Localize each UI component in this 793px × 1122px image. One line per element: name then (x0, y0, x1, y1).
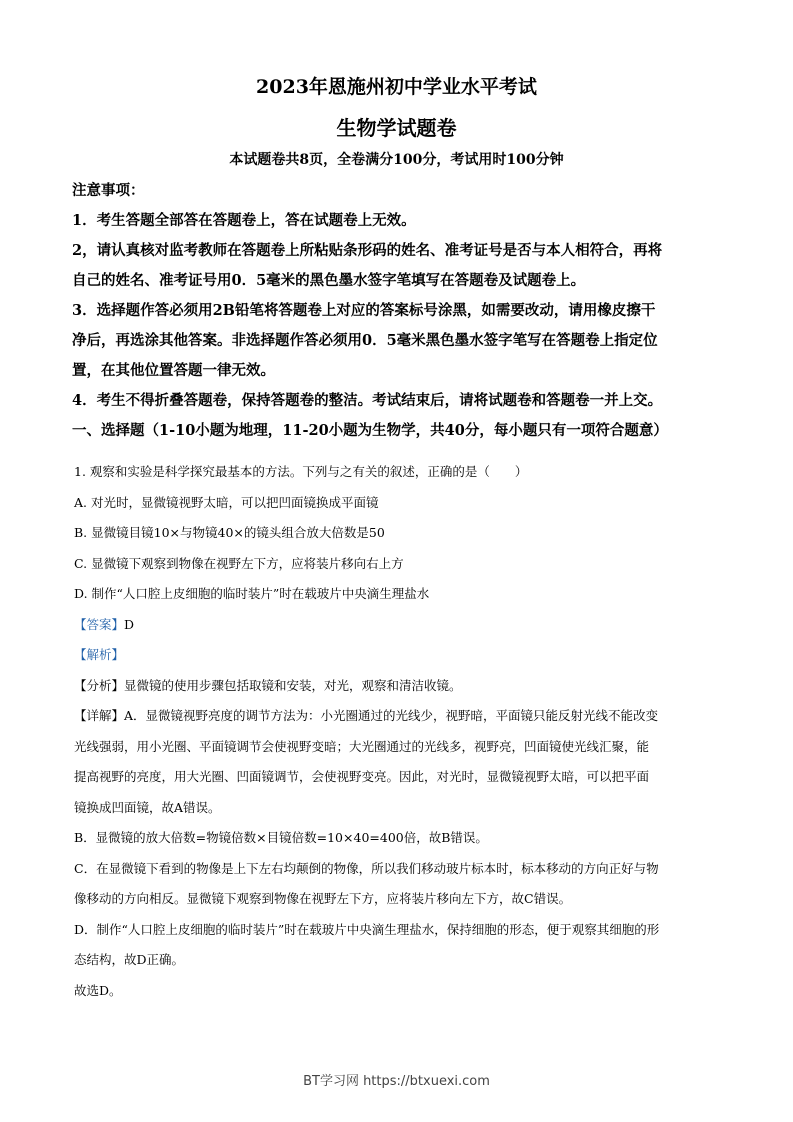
notes-heading: 注意事项： (72, 182, 145, 199)
option-c: C. 显微镜下观察到物像在视野左下方，应将装片移向右上方 (74, 555, 404, 571)
notes-section (72, 176, 732, 446)
notes-line: 1．考生答题全部答在答题卷上，答在试题卷上无效。 (72, 212, 416, 229)
detail-line (74, 701, 724, 732)
notes-line: 3．选择题作答必须用2B铅笔将答题卷上对应的答案标号涂黑，如需要改动，请用橡皮擦干 (72, 302, 656, 319)
detail-line: 态结构，故D正确。 (74, 952, 185, 967)
detail-tag: 【详解】 (74, 708, 125, 723)
answer-tag: 【答案】 (74, 616, 125, 632)
question-block (74, 457, 724, 1006)
fenxi-line (74, 671, 724, 702)
exam-subtitle: 生物学试题卷 (336, 116, 457, 140)
detail-line: 像移动的方向相反。显微镜下观察到物像在视野左下方，应将装片移向左下方，故C错误。 (74, 891, 572, 906)
detail-line: C．在显微镜下看到的物像是上下左右均颠倒的物像，所以我们移动玻片标本时，标本移动的方向正好与物 (74, 860, 659, 876)
notes-line: 净后，再选涂其他答案。非选择题作答必须用0．5毫米黑色墨水签字笔写在答题卷上指定位 (72, 332, 658, 349)
section-heading: 一、选择题（1-10小题为地理，11-20小题为生物学，共40分，每小题只有一项符合题意） (72, 422, 668, 439)
fenxi-tag: 【分析】 (74, 677, 125, 693)
analysis-line (74, 640, 724, 671)
notes-line: 2，请认真核对监考教师在答题卷上所粘贴条形码的姓名、准考证号是否与本人相符合，再将 (72, 242, 663, 259)
option-b: B. 显微镜目镜10×与物镜40×的镜头组合放大倍数是50 (74, 525, 385, 540)
detail-line: B．显微镜的放大倍数=物镜倍数×目镜倍数=10×40=400倍，故B错误。 (74, 830, 488, 845)
exam-title: 2023年恩施州初中学业水平考试 (256, 76, 537, 98)
notes-line: 置，在其他位置答题一律无效。 (72, 362, 275, 379)
conclusion-line: 故选D。 (74, 982, 122, 998)
detail-line: D．制作“人口腔上皮细胞的临时装片”时在载玻片中央滴生理盐水，保持细胞的形态，便于观察其细胞的形 (74, 921, 660, 937)
notes-line: 4．考生不得折叠答题卷，保持答题卷的整洁。考试结束后，请将试题卷和答题卷一并上交。 (72, 392, 663, 409)
detail-text: A．显微镜视野亮度的调节方法为：小光圈通过的光线少，视野暗，平面镜只能反射光线不能改变 (124, 708, 659, 723)
detail-line: 光线强弱，用小光圈、平面镜调节会使视野变暗；大光圈通过的光线多，视野亮，凹面镜使光线汇聚，能 (74, 738, 650, 754)
option-d: D. 制作“人口腔上皮细胞的临时装片”时在载玻片中央滴生理盐水 (74, 586, 430, 601)
question-stem: 1. 观察和实验是科学探究最基本的方法。下列与之有关的叙述，正确的是（ ） (74, 464, 528, 479)
footer-watermark: BT学习网 https://btxuexi.com (303, 1074, 490, 1089)
option-a: A. 对光时，显微镜视野太暗，可以把凹面镜换成平面镜 (74, 494, 379, 510)
answer-line (74, 610, 724, 641)
exam-info: 本试题卷共8页，全卷满分100分，考试用时100分钟 (229, 152, 564, 168)
analysis-tag: 【解析】 (74, 647, 125, 662)
notes-line: 自己的姓名、准考证号用0．5毫米的黑色墨水签字笔填写在答题卷及试题卷上。 (72, 272, 586, 289)
answer-value: D (124, 616, 135, 632)
detail-line: 镜换成凹面镜，故A错误。 (74, 799, 221, 815)
detail-line: 提高视野的亮度，用大光圈、凹面镜调节，会使视野变亮。因此，对光时，显微镜视野太暗，可以把平面 (74, 769, 650, 784)
fenxi-text: 显微镜的使用步骤包括取镜和安装，对光，观察和清洁收镜。 (124, 677, 462, 693)
